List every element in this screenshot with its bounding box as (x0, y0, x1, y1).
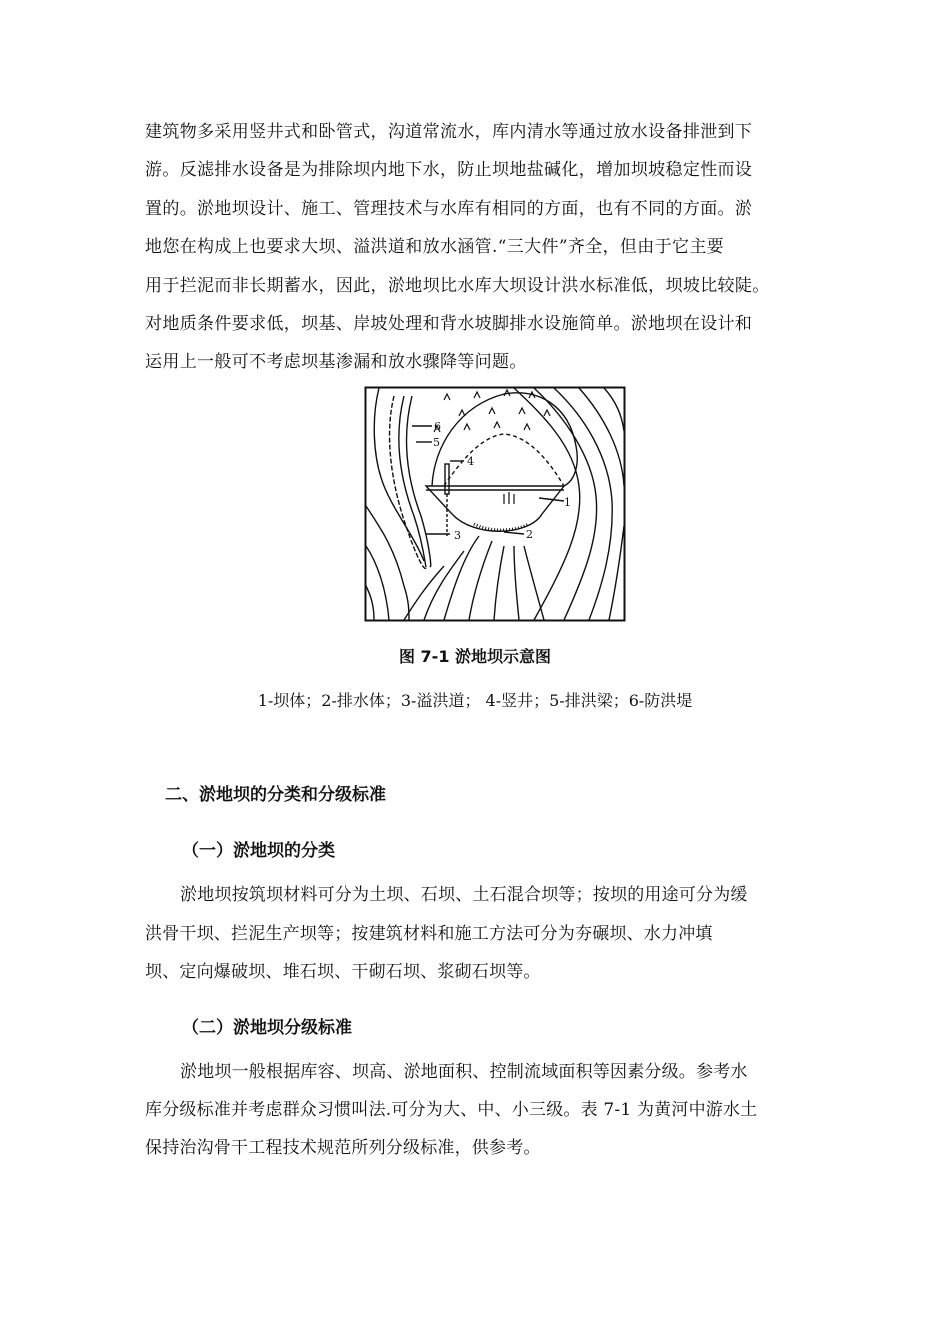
text-line: 坝、定向爆破坝、堆石坝、干砌石坝、浆砌石坝等。 (145, 962, 541, 982)
text-line: 库分级标准并考虑群众习惯叫法.可分为大、中、小三级。表 7-1 为黄河中游水土 (145, 1100, 758, 1120)
label-5: 5 (433, 436, 440, 449)
text-line: 对地质条件要求低，坝基、岸坡处理和背水坡脚排水设施简单。淤地坝在设计和 (145, 314, 753, 334)
label-1: 1 (564, 496, 571, 509)
text-line: 淤地坝一般根据库容、坝高、淤地面积、控制流域面积等因素分级。参考水 (180, 1062, 748, 1082)
label-2: 2 (526, 528, 533, 541)
text-line: 保持治沟骨干工程技术规范所列分级标准，供参考。 (145, 1138, 541, 1158)
text-line: 地您在构成上也要求大坝、溢洪道和放水涵管.“三大件”齐全，但由于它主要 (145, 237, 725, 257)
subsection-heading-2: （二）淤地坝分级标准 (182, 1018, 352, 1038)
figure-legend: 1-坝体；2-排水体；3-溢洪道； 4-竖井；5-排洪梁；6-防洪堤 (257, 691, 693, 710)
figure-title: 图 7-1 淤地坝示意图 (398, 647, 552, 666)
subsection-heading-1: （一）淤地坝的分类 (182, 841, 335, 861)
label-3: 3 (454, 529, 461, 542)
text-line: 淤地坝按筑坝材料可分为土坝、石坝、土石混合坝等；按坝的用途可分为缓 (180, 885, 748, 905)
label-4: 4 (467, 455, 474, 468)
text-line: 建筑物多采用竖井式和卧管式，沟道常流水，库内清水等通过放水设备排泄到下 (145, 122, 753, 142)
text-line: 洪骨干坝、拦泥生产坝等；按建筑材料和施工方法可分为夯碾坝、水力冲填 (145, 924, 713, 944)
text-line: 运用上一般可不考虑坝基渗漏和放水骤降等问题。 (145, 352, 527, 372)
check-dam-diagram (364, 386, 626, 622)
text-line: 游。反滤排水设备是为排除坝内地下水，防止坝地盐碱化，增加坝坡稳定性而设 (145, 160, 753, 180)
text-line: 用于拦泥而非长期蓄水，因此，淤地坝比水库大坝设计洪水标准低，坝坡比较陡。 (145, 276, 770, 296)
section-heading: 二、淤地坝的分类和分级标准 (165, 785, 386, 805)
text-line: 置的。淤地坝设计、施工、管理技术与水库有相同的方面，也有不同的方面。淤 (145, 199, 753, 219)
label-6: 6 (434, 420, 441, 433)
